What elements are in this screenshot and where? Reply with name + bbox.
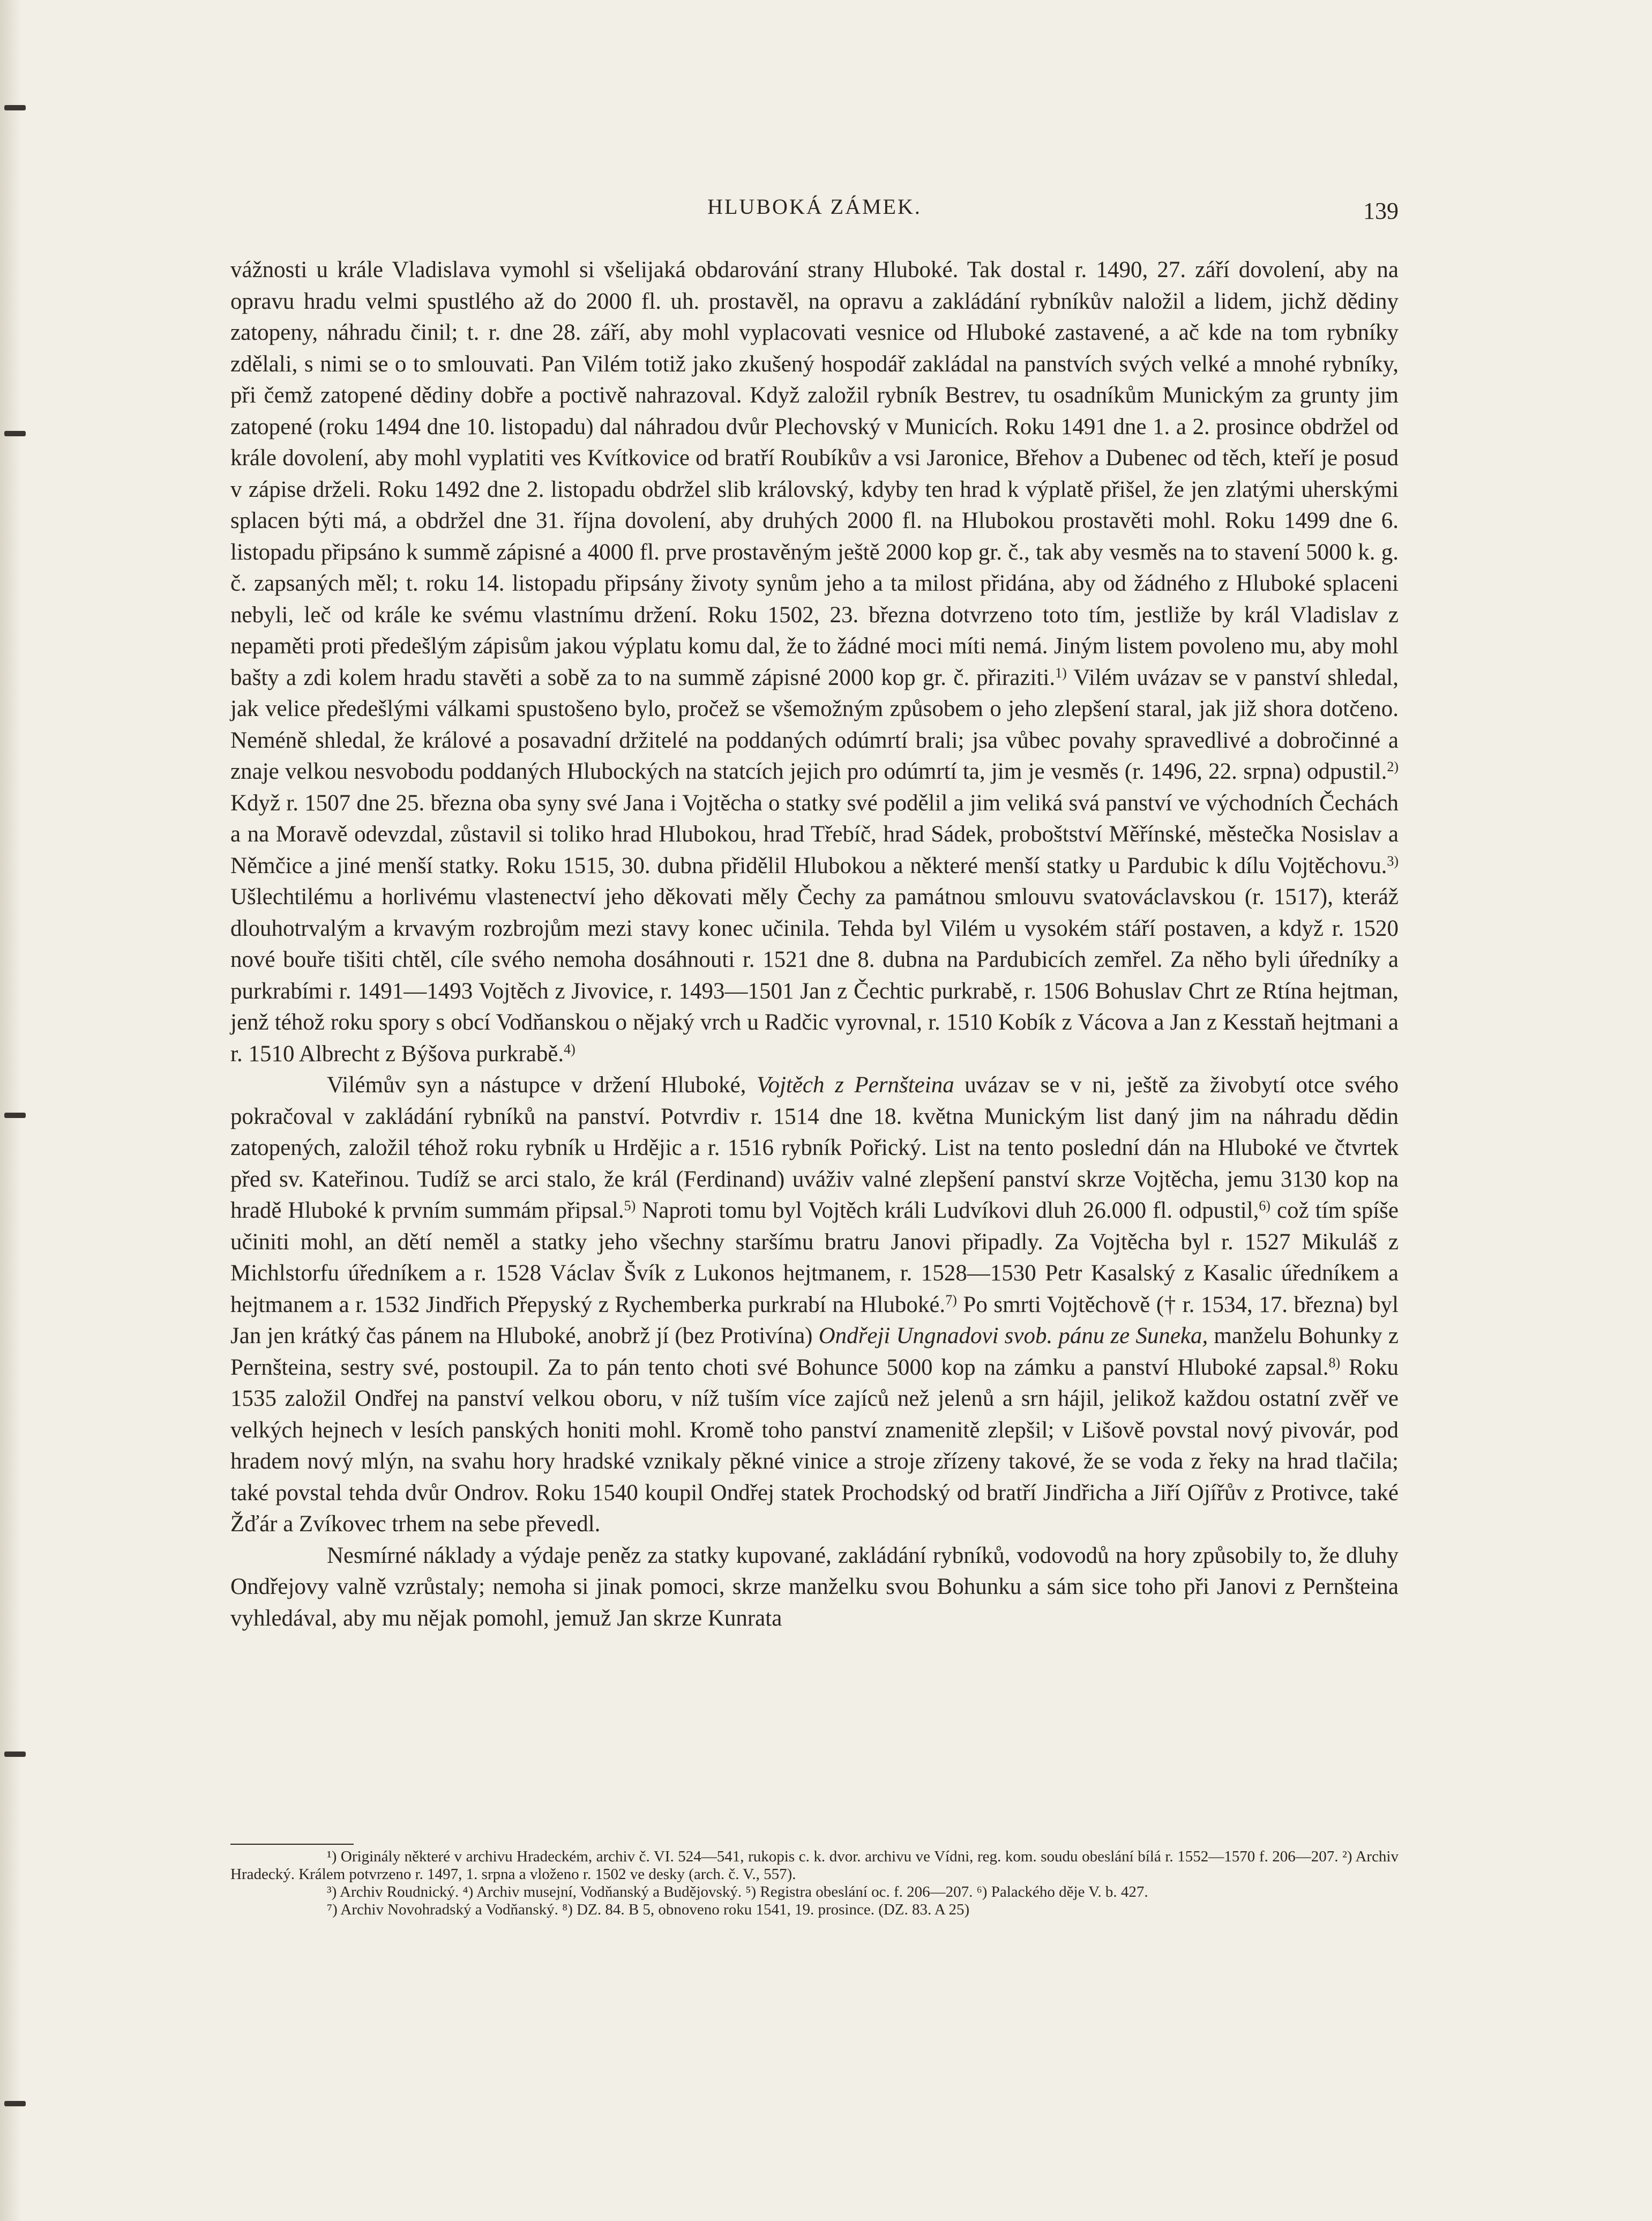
page-binding-shadow	[0, 0, 21, 2221]
text-segment: Vilémův syn a nástupce v držení Hluboké,	[327, 1072, 757, 1098]
footnote-ref-7: 7)	[945, 1292, 957, 1308]
footnote-ref-6: 6)	[1259, 1198, 1271, 1213]
text-segment: Vilém uvázav se v panství shledal, jak velice předešlými válkami spustošeno bylo, pročež se všemožným způsobem o jeho zlepšení staral, jak již shora dotčeno. Neméně shledal, že králové a posavadní držitelé na poddaných odúmrtí brali; jsa vůbec povahy spravedlivé a dobročinné a znaje velkou nesvobodu poddaných Hlubockých na statcích jejich pro odúmrtí ta, jim je vesměs (r. 1496, 22. srpna) odpustil.	[230, 665, 1399, 784]
footnote-ref-2: 2)	[1387, 759, 1399, 774]
main-text	[230, 255, 1399, 1634]
footnote-line: ³) Archiv Roudnický. ⁴) Archiv musejní, Vodňanský a Budějovský. ⁵) Registra obeslání oc. f. 206—207. ⁶) Palackého děje V. b. 427.	[327, 1883, 1148, 1900]
text-segment: vážnosti u krále Vladislava vymohl si všelijaká obdarování strany Hluboké. Tak dostal r. 1490, 27. září dovolení, aby na opravu hradu velmi spustlého až do 2000 fl. uh. prostavěl, na opravu a zakládání rybníkův naložil a lidem, jichž dědiny zatopeny, náhradu činil; t. r. dne 28. září, aby mohl vyplacovati vesnice od Hluboké zastavené, a ač kde na tom rybníky zdělali, s nimi se o to smlouvati. Pan Vilém totiž jako zkušený hospodář zakládal na panstvích svých velké a mnohé rybníky, při čemž zatopené dědiny dobře a poctivě nahrazoval. Když založil rybník Bestrev, tu osadníkům Munickým za grunty jim zatopené (roku 1494 dne 10. listopadu) dal náhradou dvůr Plechovský v Municích. Roku 1491 dne 1. a 2. prosince obdržel od krále dovolení, aby mohl vyplatiti ves Kvítkovice od bratří Roubíkův a vsi Jaronice, Břehov a Dubenec od těch, kteří je posud v zápise drželi. Roku 1492 dne 2. listopadu obdržel slib královský, kdyby ten hrad k výplatě přišel, že jen zlatými uherskými splacen býti má, a obdržel dne 31. října dovolení, aby druhých 2000 fl. na Hlubokou prostavěti mohl. Roku 1499 dne 6. listopadu připsáno k summě zápisné a 4000 fl. prve prostavěným ještě 2000 kop gr. č., tak aby vesměs na to stavení 5000 k. g. č. zapsaných měl; t. roku 14. listopadu připsány životy synům jeho a ta milost přidána, aby od žádného z Hluboké splaceni nebyli, leč od krále ke svému vlastnímu držení. Roku 1502, 23. března dotvrzeno toto tím, jestliže by král Vladislav z nepaměti proti předešlým zápisům jakou výplatu komu dal, že to žádné moci míti nemá. Jiným listem povoleno mu, aby mohl bašty a zdi kolem hradu stavěti a sobě za to na summě zápisné 2000 kop gr. č. přiraziti.	[230, 257, 1399, 690]
running-title: HLUBOKÁ ZÁMEK.	[707, 195, 922, 219]
running-head	[230, 189, 1399, 232]
text-segment: uvázav se v ni, ještě za živobytí otce svého pokračoval v zakládání rybníků na panství. Potvrdiv r. 1514 dne 18. května Munickým list daný jim na náhradu dědin zatopených, založil téhož roku rybník u Hrdějic a r. 1516 rybník Pořický. List na tento poslední dán na Hluboké ve čtvrtek před sv. Kateřinou. Tudíž se arci stalo, že král (Ferdinand) uváživ valné zlepšení panství skrze Vojtěcha, jemu 3130 kop na hradě Hluboké k prvním summám připsal.	[230, 1072, 1399, 1223]
paragraph-3	[230, 1540, 1399, 1635]
italic-name: Vojtěch z Pernšteina	[756, 1072, 954, 1098]
footnote-ref-4: 4)	[564, 1041, 575, 1057]
text-segment: Po smrti Vojtěchově († r. 1534, 17. března) byl Jan jen krátký čas pánem na Hluboké, anobrž jí (bez Protivína)	[230, 1292, 1399, 1348]
footnotes	[230, 1848, 1399, 1919]
text-segment: Ušlechtilému a horlivému vlastenectví jeho děkovati měly Čechy za památnou smlouvu svatováclavskou (r. 1517), kteráž dlouhotrvalým a krvavým rozbrojům mezi stavy konec učinila. Tehda byl Vilém u vysokém stáří postaven, a když r. 1520 nové bouře tišiti chtěl, cíle svého nemoha dosáhnouti r. 1521 dne 8. dubna na Pardubicích zemřel. Za něho byli úředníky a purkrabími r. 1491—1493 Vojtěch z Jivovice, r. 1493—1501 Jan z Čechtic purkrabě, r. 1506 Bohuslav Chrt ze Rtína hejtman, jenž téhož roku spory s obcí Vodňanskou o nějaký vrch u Radčic vyrovnal, r. 1510 Kobík z Vácova a Jan z Kesstaň hejtmani a r. 1510 Albrecht z Býšova purkrabě.	[230, 884, 1399, 1067]
footnote-ref-8: 8)	[1328, 1354, 1341, 1370]
paragraph-2	[230, 1070, 1399, 1540]
page-number: 139	[1363, 198, 1399, 224]
footnote-line: ¹) Originály některé v archivu Hradeckém, archiv č. VI. 524—541, rukopis c. k. dvor. archivu ve Vídni, reg. kom. soudu obeslání bílá r. 1552—1570 f. 206—207. ²) Archiv Hradecký. Králem potvrzeno r. 1497, 1. srpna a vloženo r. 1502 ve desky (arch. č. V., 557).	[230, 1848, 1399, 1883]
margin-mark	[4, 1752, 26, 1757]
text-segment: manželu Bohunky z Pernšteina, sestry své, postoupil. Za to pán tento choti své Bohunce 5000 kop na zámku a panství Hluboké zapsal.	[230, 1323, 1399, 1380]
italic-name: Ondřeji Ungnadovi svob. pánu ze Suneka,	[818, 1323, 1208, 1348]
margin-mark	[4, 105, 26, 110]
footnote-ref-3: 3)	[1387, 853, 1399, 869]
paragraph-1	[230, 255, 1399, 1070]
footnote-rule	[230, 1844, 354, 1845]
text-segment: Když r. 1507 dne 25. března oba syny své Jana i Vojtěcha o statky své podělil a jim veliká svá panství ve východních Čechách a na Moravě odevzdal, zůstavil si toliko hrad Hlubokou, hrad Třebíč, hrad Sádek, proboštství Měřínské, městečka Nosislav a Němčice a jiné menší statky. Roku 1515, 30. dubna přidělil Hlubokou a některé menší statky u Pardubic k dílu Vojtěchovu.	[230, 790, 1399, 878]
margin-mark	[4, 431, 26, 436]
footnote-ref-5: 5)	[624, 1198, 636, 1213]
text-segment: což tím spíše učiniti mohl, an dětí neměl a statky jeho všechny staršímu bratru Janovi připadly. Za Vojtěcha byl r. 1527 Mikuláš z Michlstorfu úředníkem a r. 1528 Václav Švík z Lukonos hejtmanem, r. 1528—1530 Petr Kasalský z Kasalic úředníkem a hejtmanem a r. 1532 Jindřich Přepyský z Rychemberka purkrabí na Hluboké.	[230, 1198, 1399, 1317]
text-segment: Roku 1535 založil Ondřej na panství velkou oboru, v níž tuším více zajíců než jelenů a srn hájil, jelikož každou ostatní zvěř ve velkých hejnech v lesích panských honiti mohl. Kromě toho panství znamenitě zlepšil; v Lišově povstal nový pivovár, pod hradem nový mlýn, na svahu hory hradské vznikaly pěkné vinice a stroje zřízeny takové, že se voda z řeky na hrad tlačila; také povstal tehda dvůr Ondrov. Roku 1540 koupil Ondřej statek Prochodský od bratří Jindřicha a Jiří Ojířův z Protivce, také Žďár a Zvíkovec trhem na sebe převedl.	[230, 1354, 1399, 1537]
margin-mark	[4, 2101, 26, 2106]
text-segment: Naproti tomu byl Vojtěch králi Ludvíkovi dluh 26.000 fl. odpustil,	[636, 1198, 1259, 1223]
footnote-ref-1: 1)	[1055, 665, 1067, 681]
margin-mark	[4, 1113, 26, 1118]
text-segment: Nesmírné náklady a výdaje peněz za statky kupované, zakládání rybníků, vodovodů na hory způsobily to, že dluhy Ondřejovy valně vzrůstaly; nemoha si jinak pomoci, skrze manželku svou Bohunku a sám sice toho při Janovi z Pernšteina vyhledával, aby mu nějak pomohl, jemuž Jan skrze Kunrata	[230, 1542, 1399, 1631]
footnote-line: ⁷) Archiv Novohradský a Vodňanský. ⁸) DZ. 84. B 5, obnoveno roku 1541, 19. prosince. (DZ. 83. A 25)	[327, 1901, 970, 1918]
